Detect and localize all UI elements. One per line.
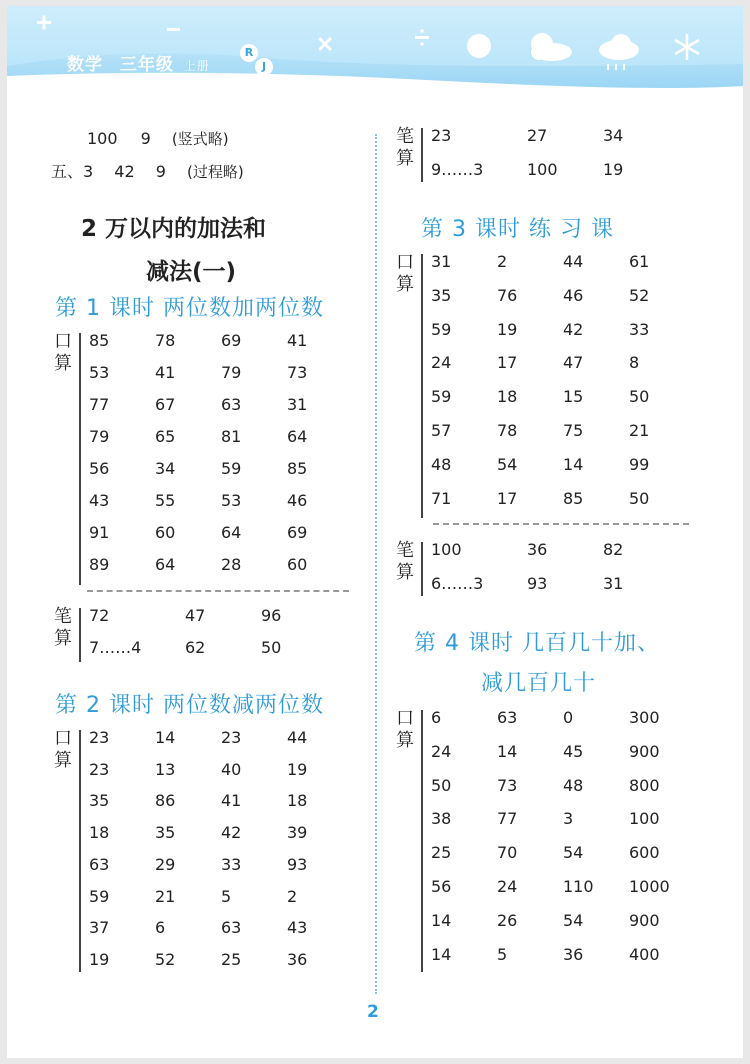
answer-cell: 5	[497, 944, 508, 964]
answer-cell: 36	[527, 540, 548, 559]
answer-cell: 28	[221, 555, 242, 574]
answer-cell: 100	[527, 160, 558, 179]
answer-cell: 67	[155, 395, 176, 414]
answer-cell: 47	[185, 606, 206, 625]
answer-cell: 17	[497, 488, 518, 508]
answer-cell: 59	[431, 319, 452, 339]
answer-cell: 13	[155, 759, 176, 779]
answer-cell: 78	[155, 331, 176, 350]
written-label: 笔 算	[54, 606, 72, 649]
answer-cell: 47	[563, 353, 584, 373]
answer-cell: 2	[497, 252, 508, 271]
answer-cell: 24	[431, 741, 452, 761]
answer-cell: 50	[629, 488, 650, 508]
answer-cell: 23	[89, 728, 110, 747]
answer-cell: 62	[185, 638, 206, 657]
left-rule	[421, 254, 423, 518]
answer-cell: 19	[603, 160, 624, 179]
answer-cell: 64	[287, 427, 308, 446]
lesson4-title-line1: 第 4 课时 几百几十加、	[414, 631, 660, 656]
answer-cell: 69	[221, 331, 242, 350]
answer-cell: 41	[287, 331, 308, 350]
answer-cell: 14	[155, 728, 176, 747]
answer-cell: 79	[89, 427, 110, 446]
written-label: 笔 算	[396, 126, 414, 169]
left-rule	[421, 542, 423, 596]
answer-cell: 34	[603, 126, 624, 145]
answer-cell: 6	[431, 708, 442, 727]
answer-cell: 900	[629, 741, 660, 761]
answer-cell: 56	[431, 877, 452, 896]
answer-cell: 39	[287, 823, 308, 843]
answer-cell: 53	[221, 491, 242, 510]
answer-cell: 54	[563, 843, 584, 863]
header-title	[67, 50, 210, 75]
chapter-title-line1: 2 万以内的加法和	[81, 216, 267, 242]
answer-cell: 57	[431, 421, 452, 440]
answer-cell: 73	[497, 775, 518, 795]
answer-cell: 26	[497, 910, 518, 930]
answer-cell: 18	[287, 791, 308, 811]
answer-cell: 18	[89, 823, 110, 843]
answer-line-5: 五、3 42 9 (过程略)	[51, 162, 244, 181]
answer-cell: 41	[155, 363, 176, 382]
oral-label: 口 算	[396, 252, 414, 295]
answer-cell: 35	[155, 823, 176, 843]
answer-cell: 600	[629, 843, 660, 863]
answer-cell: 70	[497, 843, 518, 863]
answer-cell: 110	[563, 877, 594, 896]
answer-cell: 54	[563, 910, 584, 930]
answer-cell: 14	[431, 944, 452, 964]
answer-cell: 42	[221, 823, 242, 843]
answer-cell: 23	[431, 126, 452, 145]
answer-cell: 100	[431, 540, 462, 559]
answer-cell: 52	[155, 949, 176, 969]
answer-cell: 19	[287, 759, 308, 779]
grade-label: 三年级	[119, 55, 174, 75]
answer-cell: 46	[287, 491, 308, 510]
answer-cell: 77	[497, 809, 518, 829]
left-rule	[421, 128, 423, 182]
answer-cell: 31	[287, 395, 308, 414]
answer-cell: 33	[221, 854, 242, 874]
answer-cell: 45	[563, 741, 584, 761]
answer-cell: 44	[563, 252, 584, 271]
left-rule	[79, 608, 81, 662]
answer-cell: 24	[431, 353, 452, 373]
answer-cell: 23	[221, 728, 242, 747]
answer-cell: 60	[287, 555, 308, 574]
answer-cell: 61	[629, 252, 650, 271]
answer-cell: 29	[155, 854, 176, 874]
answer-cell: 31	[431, 252, 452, 271]
page-number: 2	[367, 1002, 379, 1022]
answer-cell: 1000	[629, 877, 670, 896]
answer-cell: 17	[497, 353, 518, 373]
answer-cell: 93	[287, 854, 308, 874]
lesson4-title-line2: 减几百几十	[481, 671, 597, 696]
answer-cell: 72	[89, 606, 110, 625]
answer-cell: 40	[221, 759, 242, 779]
answer-cell: 14	[497, 741, 518, 761]
answer-cell: 7……4	[89, 638, 142, 657]
answer-cell: 44	[287, 728, 308, 747]
dashed-separator	[87, 590, 349, 592]
answer-cell: 37	[89, 918, 110, 938]
answer-cell: 35	[89, 791, 110, 811]
answer-cell: 36	[563, 944, 584, 964]
answer-cell: 38	[431, 809, 452, 829]
answer-cell: 99	[629, 454, 650, 474]
answer-cell: 42	[563, 319, 584, 339]
answer-cell: 5	[221, 886, 232, 906]
volume-label: 上册	[183, 59, 210, 73]
answer-cell: 46	[563, 285, 584, 305]
answer-cell: 19	[497, 319, 518, 339]
answer-cell: 14	[431, 910, 452, 930]
answer-cell: 18	[497, 387, 518, 407]
answer-cell: 3	[563, 809, 574, 829]
answer-cell: 52	[629, 285, 650, 305]
answer-cell: 75	[563, 421, 584, 440]
lesson2-title: 第 2 课时 两位数减两位数	[55, 693, 324, 718]
answer-cell: 63	[497, 708, 518, 727]
answer-cell: 59	[431, 387, 452, 407]
answer-cell: 9……3	[431, 160, 484, 179]
answer-cell: 6……3	[431, 574, 484, 593]
answer-cell: 25	[221, 949, 242, 969]
answer-cell: 21	[629, 421, 650, 440]
answer-cell: 69	[287, 523, 308, 542]
answer-cell: 800	[629, 775, 660, 795]
answer-cell: 76	[497, 285, 518, 305]
answer-cell: 300	[629, 708, 660, 727]
answer-cell: 63	[221, 918, 242, 938]
lesson1-title: 第 1 课时 两位数加两位数	[55, 296, 324, 321]
subject-label: 数学	[67, 55, 103, 75]
answer-cell: 50	[261, 638, 282, 657]
answer-cell: 35	[431, 285, 452, 305]
answer-cell: 14	[563, 454, 584, 474]
left-rule	[79, 730, 81, 972]
oral-label: 口 算	[54, 728, 72, 771]
left-rule	[421, 710, 423, 972]
answer-cell: 25	[431, 843, 452, 863]
edition-badge-r: R	[240, 44, 258, 62]
answer-cell: 63	[89, 854, 110, 874]
answer-cell: 85	[563, 488, 584, 508]
answer-cell: 50	[431, 775, 452, 795]
answer-cell: 400	[629, 944, 660, 964]
chapter-title-line2: 减法(一)	[146, 259, 237, 285]
answer-cell: 23	[89, 759, 110, 779]
answer-cell: 24	[497, 877, 518, 896]
written-label: 笔 算	[396, 540, 414, 583]
answer-cell: 59	[221, 459, 242, 478]
answer-cell: 71	[431, 488, 452, 508]
left-rule	[79, 333, 81, 585]
minus-icon	[167, 28, 180, 31]
header-banner	[7, 6, 743, 106]
answer-cell: 85	[287, 459, 308, 478]
answer-cell: 60	[155, 523, 176, 542]
answer-cell: 59	[89, 886, 110, 906]
answer-cell: 15	[563, 387, 584, 407]
answer-cell: 19	[89, 949, 110, 969]
lesson3-title: 第 3 课时 练 习 课	[421, 217, 614, 242]
answer-cell: 43	[89, 491, 110, 510]
answer-cell: 6	[155, 918, 166, 938]
answer-cell: 0	[563, 708, 574, 727]
answer-cell: 53	[89, 363, 110, 382]
answer-cell: 100	[629, 809, 660, 829]
answer-cell: 96	[261, 606, 282, 625]
answer-line-1: 100 9 (竖式略)	[87, 129, 229, 148]
sun-icon	[467, 34, 491, 58]
oral-label: 口 算	[396, 708, 414, 751]
answer-cell: 85	[89, 331, 110, 350]
answer-cell: 93	[527, 574, 548, 593]
answer-cell: 31	[603, 574, 624, 593]
answer-cell: 55	[155, 491, 176, 510]
oral-label: 口 算	[54, 331, 72, 374]
answer-cell: 34	[155, 459, 176, 478]
answer-cell: 56	[89, 459, 110, 478]
answer-cell: 21	[155, 886, 176, 906]
answer-cell: 78	[497, 421, 518, 440]
answer-cell: 27	[527, 126, 548, 145]
column-divider	[375, 134, 377, 994]
answer-cell: 43	[287, 918, 308, 938]
answer-cell: 65	[155, 427, 176, 446]
dashed-separator	[433, 523, 689, 525]
answer-cell: 54	[497, 454, 518, 474]
answer-cell: 73	[287, 363, 308, 382]
answer-cell: 2	[287, 886, 298, 906]
answer-cell: 50	[629, 387, 650, 407]
answer-cell: 64	[221, 523, 242, 542]
answer-cell: 77	[89, 395, 110, 414]
answer-cell: 91	[89, 523, 110, 542]
answer-cell: 48	[431, 454, 452, 474]
answer-cell: 33	[629, 319, 650, 339]
answer-cell: 48	[563, 775, 584, 795]
answer-cell: 81	[221, 427, 242, 446]
answer-cell: 8	[629, 353, 640, 373]
workbook-page	[7, 6, 743, 1058]
answer-cell: 63	[221, 395, 242, 414]
edition-badge-j: J	[255, 58, 273, 76]
answer-cell: 89	[89, 555, 110, 574]
answer-cell: 82	[603, 540, 624, 559]
answer-cell: 41	[221, 791, 242, 811]
answer-cell: 79	[221, 363, 242, 382]
answer-cell: 36	[287, 949, 308, 969]
answer-cell: 86	[155, 791, 176, 811]
answer-cell: 64	[155, 555, 176, 574]
answer-cell: 900	[629, 910, 660, 930]
